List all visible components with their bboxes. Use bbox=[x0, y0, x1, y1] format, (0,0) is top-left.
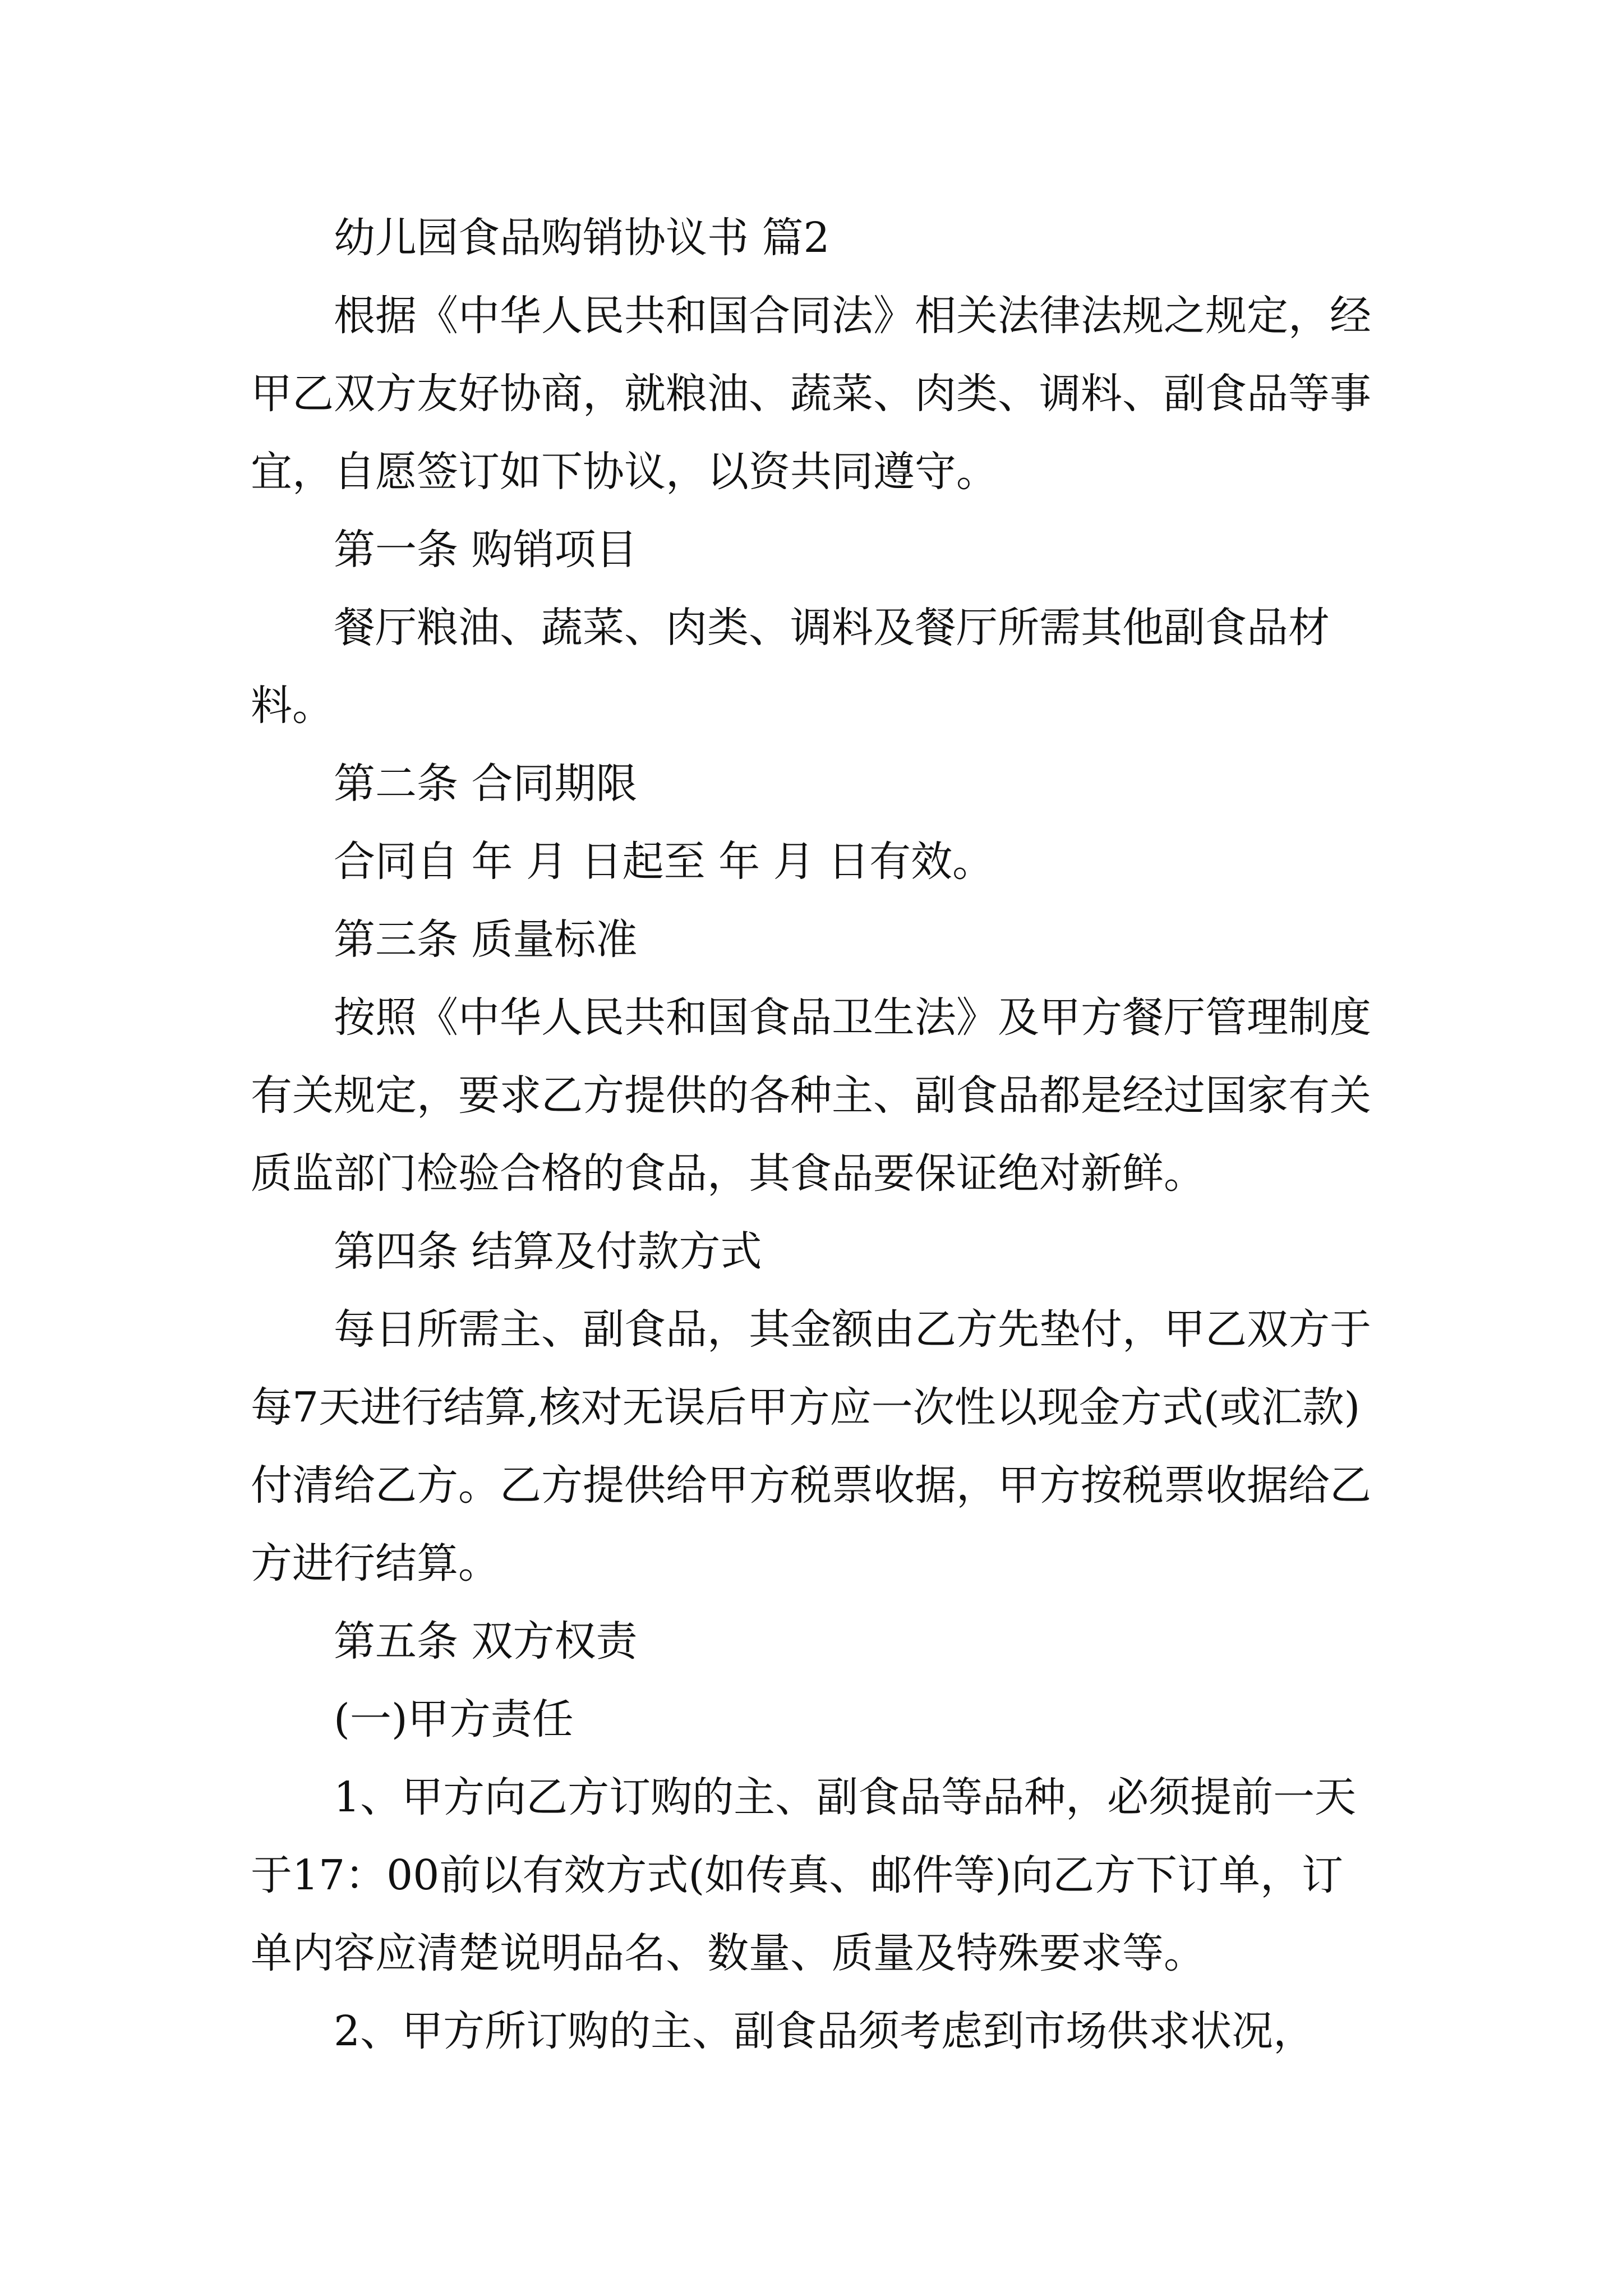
article-1-text: 餐厅粮油、蔬菜、肉类、调料及餐厅所需其他副食品材料。 bbox=[251, 604, 1330, 730]
party-a-clause-1: 1、甲方向乙方订购的主、副食品等品种，必须提前一天于17：00前以有效方式(如传真、邮件等)向乙方下订单，订单内容应清楚说明品名、数量、质量及特殊要求等。 bbox=[251, 1773, 1357, 1977]
article-2-text: 合同自 年 月 日起至 年 月 日有效。 bbox=[334, 838, 994, 886]
article-4-heading: 第四条 结算及付款方式 bbox=[334, 1227, 762, 1276]
article-3-text: 按照《中华人民共和国食品卫生法》及甲方餐厅管理制度有关规定，要求乙方提供的各种主、副食品都是经过国家有关质监部门检验合格的食品，其食品要保证绝对新鲜。 bbox=[251, 993, 1371, 1198]
article-1-heading: 第一条 购销项目 bbox=[334, 526, 638, 574]
article-4-text: 每日所需主、副食品，其金额由乙方先垫付，甲乙双方于每7天进行结算,核对无误后甲方应一次性以现金方式(或汇款)付清给乙方。乙方提供给甲方税票收据，甲方按税票收据给乙方进行结算。 bbox=[251, 1305, 1371, 1588]
document-title: 幼儿园食品购销协议书 篇2 bbox=[334, 214, 830, 262]
document-body bbox=[251, 199, 1372, 2070]
party-a-clause-2: 2、甲方所订购的主、副食品须考虑到市场供求状况， bbox=[334, 2007, 1315, 2055]
article-3-heading: 第三条 质量标准 bbox=[334, 915, 638, 964]
article-5-heading: 第五条 双方权责 bbox=[334, 1617, 638, 1665]
party-a-responsibility-heading: (一)甲方责任 bbox=[334, 1695, 574, 1743]
intro-paragraph: 根据《中华人民共和国合同法》相关法律法规之规定，经甲乙双方友好协商，就粮油、蔬菜、肉类、调料、副食品等事宜，自愿签订如下协议，以资共同遵守。 bbox=[251, 292, 1371, 496]
article-2-heading: 第二条 合同期限 bbox=[334, 760, 638, 808]
